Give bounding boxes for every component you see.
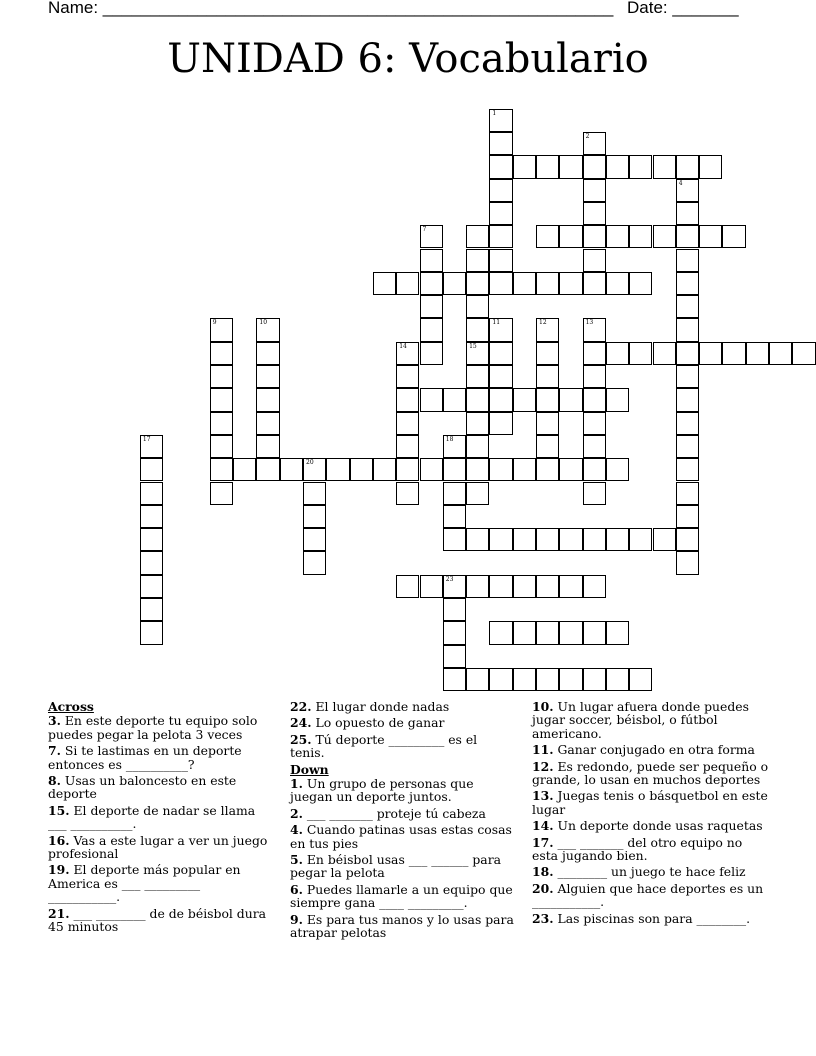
crossword-cell[interactable] xyxy=(676,412,699,435)
crossword-cell[interactable] xyxy=(699,342,722,365)
clue-item xyxy=(290,807,515,820)
crossword-cell[interactable] xyxy=(606,225,629,248)
clue-item xyxy=(48,774,273,801)
crossword-cell[interactable] xyxy=(420,295,443,318)
crossword-cell[interactable] xyxy=(303,458,326,481)
crossword-cell[interactable] xyxy=(513,668,536,691)
clue-text: Un lugar afuera donde puedes jugar soccer, béisbol, o fútbol americano. xyxy=(532,699,749,741)
clue-number: 21. xyxy=(48,905,70,921)
crossword-cell[interactable] xyxy=(466,482,489,505)
crossword-cell[interactable] xyxy=(466,318,489,341)
crossword-cell[interactable] xyxy=(583,318,606,341)
clue-number: 11. xyxy=(532,742,554,758)
crossword-cell[interactable] xyxy=(373,272,396,295)
crossword-cell[interactable] xyxy=(350,458,373,481)
crossword-cell[interactable] xyxy=(443,388,466,411)
clue-text: El lugar donde nadas xyxy=(311,699,450,714)
crossword-cell[interactable] xyxy=(466,365,489,388)
crossword-cell[interactable] xyxy=(653,528,676,551)
crossword-cell[interactable] xyxy=(489,388,512,411)
crossword-cell[interactable] xyxy=(210,318,233,341)
crossword-cell[interactable] xyxy=(396,458,419,481)
crossword-cell[interactable] xyxy=(583,249,606,272)
crossword-cell[interactable] xyxy=(466,225,489,248)
clue-text: ___ _______ proteje tú cabeza xyxy=(302,805,486,821)
crossword-cell[interactable] xyxy=(606,342,629,365)
crossword-cell[interactable] xyxy=(629,272,652,295)
clue-item xyxy=(290,777,515,804)
crossword-cell[interactable] xyxy=(443,645,466,668)
clue-item xyxy=(48,863,273,903)
crossword-cell[interactable] xyxy=(443,528,466,551)
clue-number: 12 xyxy=(539,319,547,327)
crossword-cell[interactable] xyxy=(629,528,652,551)
crossword-cell[interactable] xyxy=(303,505,326,528)
crossword-cell[interactable] xyxy=(536,342,559,365)
crossword-cell[interactable] xyxy=(676,249,699,272)
crossword-cell[interactable] xyxy=(583,668,606,691)
crossword-cell[interactable] xyxy=(443,621,466,644)
crossword-cell[interactable] xyxy=(489,621,512,644)
crossword-cell[interactable] xyxy=(583,179,606,202)
clue-number: 10 xyxy=(259,319,268,327)
crossword-cell[interactable] xyxy=(443,435,466,458)
crossword-cell[interactable] xyxy=(489,412,512,435)
crossword-cell[interactable] xyxy=(583,435,606,458)
clue-number: 23 xyxy=(445,575,454,583)
clue-number: 12. xyxy=(532,758,554,774)
crossword-cell[interactable] xyxy=(676,342,699,365)
clue-text: Juegas tenis o básquetbol en este lugar xyxy=(532,788,768,817)
clue-number: 4. xyxy=(290,822,303,838)
clue-item xyxy=(532,819,772,832)
clue-text: Ganar conjugado en otra forma xyxy=(553,742,755,758)
crossword-cell[interactable] xyxy=(256,365,279,388)
crossword-cell[interactable] xyxy=(676,505,699,528)
clue-number: 2 xyxy=(585,133,590,140)
crossword-cell[interactable] xyxy=(140,435,163,458)
crossword-cell[interactable] xyxy=(559,528,582,551)
crossword-cell[interactable] xyxy=(536,435,559,458)
crossword-cell[interactable] xyxy=(583,458,606,481)
crossword-cell[interactable] xyxy=(629,155,652,178)
crossword-cell[interactable] xyxy=(676,202,699,225)
clue-text: En este deporte tu equipo solo puedes pegar la pelota 3 veces xyxy=(48,713,258,742)
crossword-cell[interactable] xyxy=(420,388,443,411)
crossword-cell[interactable] xyxy=(443,272,466,295)
crossword-cell[interactable] xyxy=(210,458,233,481)
clue-text: Si te lastimas en un deporte entonces es __________? xyxy=(48,743,242,772)
clue-number: 18. xyxy=(532,864,554,880)
clue-text: ________ un juego te hace feliz xyxy=(553,864,746,880)
crossword-cell[interactable] xyxy=(420,272,443,295)
crossword-cell[interactable] xyxy=(536,318,559,341)
crossword-cell[interactable] xyxy=(583,132,606,155)
crossword-cell[interactable] xyxy=(583,342,606,365)
clue-text: El deporte más popular en America es ___ _________ ___________. xyxy=(48,862,241,905)
clue-number: 17 xyxy=(142,435,151,443)
crossword-cell[interactable] xyxy=(396,365,419,388)
clue-text: En béisbol usas ___ ______ para pegar la pelota xyxy=(290,852,502,881)
crossword-cell[interactable] xyxy=(653,225,676,248)
crossword-cell[interactable] xyxy=(140,528,163,551)
clue-text: Lo opuesto de ganar xyxy=(311,715,445,731)
crossword-cell[interactable] xyxy=(653,342,676,365)
clue-item xyxy=(532,743,772,756)
crossword-cell[interactable] xyxy=(676,272,699,295)
clue-text: Es para tus manos y lo usas para atrapar pelotas xyxy=(290,911,514,941)
crossword-cell[interactable] xyxy=(536,575,559,598)
crossword-cell[interactable] xyxy=(559,458,582,481)
crossword-cell[interactable] xyxy=(653,155,676,178)
crossword-cell[interactable] xyxy=(420,249,443,272)
down-heading: Down xyxy=(290,761,329,777)
crossword-cell[interactable] xyxy=(676,482,699,505)
clue-text: Vas a este lugar a ver un juego profesional xyxy=(48,832,268,862)
crossword-cell[interactable] xyxy=(396,435,419,458)
clue-number: 7 xyxy=(422,226,427,234)
crossword-cell[interactable] xyxy=(489,365,512,388)
crossword-cell[interactable] xyxy=(676,225,699,248)
crossword-cell[interactable] xyxy=(466,668,489,691)
clue-text: El deporte de nadar se llama ___ __________. xyxy=(48,802,256,832)
crossword-cell[interactable] xyxy=(583,225,606,248)
crossword-cell[interactable] xyxy=(676,435,699,458)
crossword-cell[interactable] xyxy=(629,342,652,365)
crossword-cell[interactable] xyxy=(466,412,489,435)
clue-number: 9 xyxy=(212,319,217,327)
crossword-cell[interactable] xyxy=(606,155,629,178)
clue-number: 13 xyxy=(585,319,594,327)
clue-number: 25. xyxy=(290,731,312,747)
crossword-cell[interactable] xyxy=(466,249,489,272)
crossword-cell[interactable] xyxy=(583,202,606,225)
clue-number: 5. xyxy=(290,852,303,868)
clues-column-3 xyxy=(532,700,772,928)
crossword-cell[interactable] xyxy=(489,668,512,691)
crossword-cell[interactable] xyxy=(676,295,699,318)
clue-number: 16. xyxy=(48,832,70,848)
clue-number: 4 xyxy=(678,179,683,187)
crossword-cell[interactable] xyxy=(513,458,536,481)
crossword-cell[interactable] xyxy=(466,458,489,481)
clue-text: Alguien que hace deportes es un ___________. xyxy=(532,880,764,910)
crossword-cell[interactable] xyxy=(256,388,279,411)
crossword-cell[interactable] xyxy=(443,598,466,621)
page-title: UNIDAD 6: Vocabulario xyxy=(167,36,649,82)
crossword-cell[interactable] xyxy=(722,225,745,248)
crossword-cell[interactable] xyxy=(489,318,512,341)
clue-number: 19. xyxy=(48,862,70,878)
crossword-cell[interactable] xyxy=(443,575,466,598)
crossword-cell[interactable] xyxy=(513,155,536,178)
clues-column-2 xyxy=(290,700,515,943)
crossword-cell[interactable] xyxy=(606,668,629,691)
crossword-cell[interactable] xyxy=(536,668,559,691)
crossword-cell[interactable] xyxy=(420,318,443,341)
clue-text: ___ ________ de de béisbol dura 45 minutos xyxy=(48,905,267,935)
crossword-cell[interactable] xyxy=(396,482,419,505)
crossword-cell[interactable] xyxy=(396,272,419,295)
clue-item xyxy=(290,716,515,729)
crossword-cell[interactable] xyxy=(233,458,256,481)
crossword-cell[interactable] xyxy=(536,272,559,295)
crossword-cell[interactable] xyxy=(536,155,559,178)
clue-item xyxy=(48,834,273,861)
clue-item xyxy=(532,836,772,863)
crossword-cell[interactable] xyxy=(536,528,559,551)
crossword-cell[interactable] xyxy=(443,458,466,481)
clue-item xyxy=(48,804,273,831)
crossword-cell[interactable] xyxy=(676,179,699,202)
clue-number: 9. xyxy=(290,911,303,927)
crossword-cell[interactable] xyxy=(466,528,489,551)
crossword-cell[interactable] xyxy=(210,412,233,435)
crossword-cell[interactable] xyxy=(559,272,582,295)
crossword-cell[interactable] xyxy=(629,225,652,248)
crossword-cell[interactable] xyxy=(606,621,629,644)
clue-number: 13. xyxy=(532,788,554,804)
crossword-cell[interactable] xyxy=(210,365,233,388)
crossword-cell[interactable] xyxy=(140,458,163,481)
crossword-cell[interactable] xyxy=(466,575,489,598)
crossword-cell[interactable] xyxy=(256,318,279,341)
crossword-cell[interactable] xyxy=(513,575,536,598)
crossword-cell[interactable] xyxy=(676,365,699,388)
crossword-cell[interactable] xyxy=(513,388,536,411)
clue-item xyxy=(290,700,515,713)
crossword-cell[interactable] xyxy=(583,621,606,644)
clue-number: 14. xyxy=(532,818,554,834)
clue-number: 2. xyxy=(290,805,303,821)
crossword-cell[interactable] xyxy=(443,505,466,528)
crossword-cell[interactable] xyxy=(676,388,699,411)
clue-number: 20. xyxy=(532,880,554,896)
crossword-cell[interactable] xyxy=(559,575,582,598)
clue-number: 7. xyxy=(48,743,61,759)
clue-item xyxy=(48,907,273,934)
crossword-cell[interactable] xyxy=(536,412,559,435)
crossword-cell[interactable] xyxy=(420,342,443,365)
clue-number: 15 xyxy=(469,342,477,350)
crossword-cell[interactable] xyxy=(303,482,326,505)
crossword-cell[interactable] xyxy=(676,528,699,551)
clue-number: 18 xyxy=(445,435,454,443)
crossword-cell[interactable] xyxy=(722,342,745,365)
crossword-cell[interactable] xyxy=(676,551,699,574)
crossword-cell[interactable] xyxy=(140,598,163,621)
crossword-cell[interactable] xyxy=(489,132,512,155)
crossword-cell[interactable] xyxy=(583,155,606,178)
crossword-cell[interactable] xyxy=(699,155,722,178)
crossword-cell[interactable] xyxy=(489,249,512,272)
crossword-cell[interactable] xyxy=(536,225,559,248)
clue-number: 14 xyxy=(399,342,407,350)
crossword-cell[interactable] xyxy=(396,342,419,365)
crossword-cell[interactable] xyxy=(280,458,303,481)
crossword-cell[interactable] xyxy=(489,155,512,178)
crossword-cell[interactable] xyxy=(466,388,489,411)
crossword-cell[interactable] xyxy=(559,621,582,644)
crossword-cell[interactable] xyxy=(489,575,512,598)
clue-item xyxy=(290,733,515,760)
clue-text: ___ _______ del otro equipo no esta jugando bien. xyxy=(532,834,743,864)
crossword-cell[interactable] xyxy=(746,342,769,365)
clue-item xyxy=(290,853,515,880)
crossword-cell[interactable] xyxy=(583,388,606,411)
clue-item xyxy=(532,865,772,878)
crossword-cell[interactable] xyxy=(396,412,419,435)
crossword-cell[interactable] xyxy=(466,435,489,458)
crossword-cell[interactable] xyxy=(489,109,512,132)
crossword-cell[interactable] xyxy=(373,458,396,481)
clue-item xyxy=(290,823,515,850)
crossword-cell[interactable] xyxy=(583,365,606,388)
crossword-cell[interactable] xyxy=(699,225,722,248)
clue-text: Es redondo, puede ser pequeño o grande, lo usan en muchos deportes xyxy=(532,758,769,788)
crossword-cell[interactable] xyxy=(583,528,606,551)
clue-item xyxy=(48,714,273,741)
crossword-cell[interactable] xyxy=(256,412,279,435)
crossword-cell[interactable] xyxy=(583,482,606,505)
crossword-cell[interactable] xyxy=(443,668,466,691)
crossword-cell[interactable] xyxy=(210,435,233,458)
clue-number: 22. xyxy=(290,699,312,714)
crossword-cell[interactable] xyxy=(559,388,582,411)
crossword-cell[interactable] xyxy=(559,155,582,178)
crossword-cell[interactable] xyxy=(606,272,629,295)
crossword-cell[interactable] xyxy=(489,458,512,481)
name-field[interactable]: Name: ______________________________________________________ xyxy=(48,0,614,17)
crossword-cell[interactable] xyxy=(559,225,582,248)
clue-text: Puedes llamarle a un equipo que siempre gana ____ _________. xyxy=(290,881,513,911)
crossword-cell[interactable] xyxy=(466,342,489,365)
crossword-cell[interactable] xyxy=(210,482,233,505)
crossword-cell[interactable] xyxy=(536,365,559,388)
clue-number: 1. xyxy=(290,776,303,792)
crossword-cell[interactable] xyxy=(536,621,559,644)
crossword-cell[interactable] xyxy=(256,458,279,481)
clue-item xyxy=(532,700,772,740)
crossword-cell[interactable] xyxy=(489,179,512,202)
crossword-cell[interactable] xyxy=(140,505,163,528)
crossword-cell[interactable] xyxy=(489,528,512,551)
clue-text: Cuando patinas usas estas cosas en tus pies xyxy=(290,822,512,851)
crossword-cell[interactable] xyxy=(676,155,699,178)
crossword-cell[interactable] xyxy=(513,272,536,295)
clue-item xyxy=(532,789,772,816)
clues-column-1 xyxy=(48,700,273,937)
crossword-cell[interactable] xyxy=(606,458,629,481)
crossword-cell[interactable] xyxy=(326,458,349,481)
clue-number: 10. xyxy=(532,699,554,714)
clue-item xyxy=(532,912,772,925)
clue-item xyxy=(48,744,273,771)
crossword-cell[interactable] xyxy=(256,342,279,365)
crossword-cell[interactable] xyxy=(489,272,512,295)
crossword-cell[interactable] xyxy=(420,225,443,248)
clue-item xyxy=(532,882,772,909)
clue-text: Usas un baloncesto en este deporte xyxy=(48,773,237,802)
across-heading: Across xyxy=(48,699,94,714)
crossword-cell[interactable] xyxy=(676,318,699,341)
crossword-cell[interactable] xyxy=(606,388,629,411)
crossword-cell[interactable] xyxy=(559,668,582,691)
clue-number: 15. xyxy=(48,802,70,818)
crossword-cell[interactable] xyxy=(769,342,792,365)
clue-number: 20 xyxy=(306,459,314,467)
crossword-cell[interactable] xyxy=(489,202,512,225)
clue-number: 11 xyxy=(492,319,501,327)
clue-item xyxy=(290,883,515,910)
crossword-cell[interactable] xyxy=(140,551,163,574)
clue-text: Las piscinas son para ________. xyxy=(553,910,751,926)
clue-number: 8. xyxy=(48,773,61,789)
crossword-cell[interactable] xyxy=(792,342,815,365)
crossword-cell[interactable] xyxy=(420,575,443,598)
crossword-cell[interactable] xyxy=(210,342,233,365)
clue-item xyxy=(532,760,772,787)
clue-text: Tú deporte _________ es el tenis. xyxy=(290,731,478,761)
crossword-cell[interactable] xyxy=(466,295,489,318)
crossword-cell[interactable] xyxy=(676,458,699,481)
clue-number: 1 xyxy=(492,109,497,117)
clue-number: 24. xyxy=(290,715,312,731)
crossword-cell[interactable] xyxy=(629,668,652,691)
crossword-cell[interactable] xyxy=(536,388,559,411)
crossword-cell[interactable] xyxy=(256,435,279,458)
crossword-cell[interactable] xyxy=(396,388,419,411)
clue-number: 3. xyxy=(48,713,61,729)
crossword-cell[interactable] xyxy=(583,272,606,295)
crossword-cell[interactable] xyxy=(140,575,163,598)
clue-number: 17. xyxy=(532,834,554,850)
crossword-cell[interactable] xyxy=(396,575,419,598)
crossword-cell[interactable] xyxy=(303,551,326,574)
clue-text: Un deporte donde usas raquetas xyxy=(553,818,763,834)
crossword-cell[interactable] xyxy=(583,412,606,435)
crossword-cell[interactable] xyxy=(583,575,606,598)
crossword-cell[interactable] xyxy=(140,482,163,505)
crossword-cell[interactable] xyxy=(489,342,512,365)
crossword-cell[interactable] xyxy=(466,272,489,295)
clue-item xyxy=(290,913,515,940)
clue-number: 6. xyxy=(290,881,303,897)
crossword-cell[interactable] xyxy=(513,621,536,644)
date-field[interactable]: Date: _______ xyxy=(627,0,739,17)
crossword-cell[interactable] xyxy=(420,458,443,481)
crossword-cell[interactable] xyxy=(606,528,629,551)
crossword-cell[interactable] xyxy=(489,225,512,248)
crossword-cell[interactable] xyxy=(303,528,326,551)
clue-number: 23. xyxy=(532,910,554,926)
clue-text: Un grupo de personas que juegan un deporte juntos. xyxy=(290,776,474,805)
crossword-cell[interactable] xyxy=(536,458,559,481)
crossword-cell[interactable] xyxy=(513,528,536,551)
crossword-cell[interactable] xyxy=(140,621,163,644)
crossword-cell[interactable] xyxy=(210,388,233,411)
crossword-cell[interactable] xyxy=(443,482,466,505)
